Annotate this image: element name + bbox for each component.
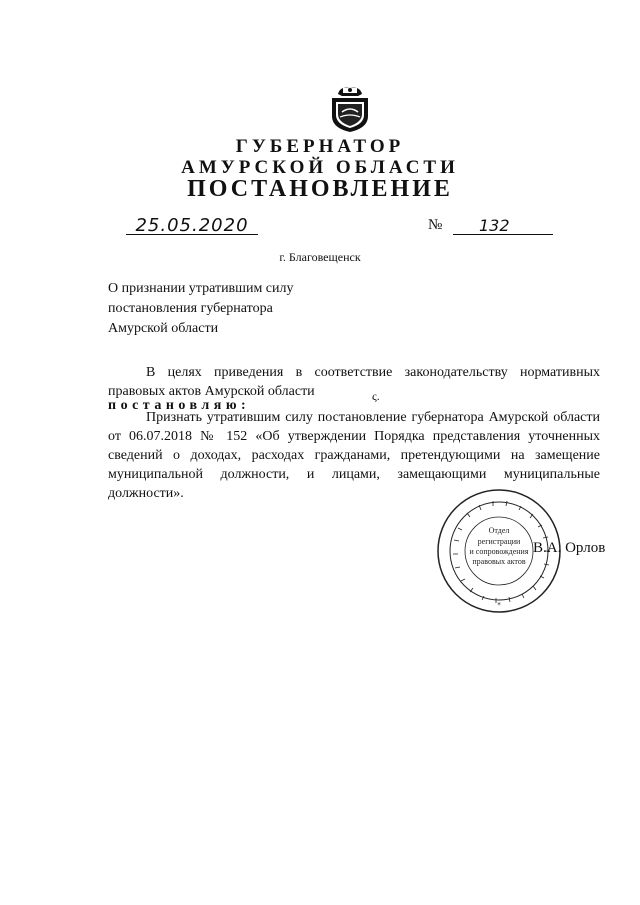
- decree-word: постановляю:: [108, 398, 251, 413]
- document-date: 25.05.2020: [126, 218, 258, 235]
- seal-text-line: регистрации: [477, 537, 521, 546]
- subject-line: О признании утратившим силу: [108, 281, 294, 296]
- decree-item-paragraph: Признать утратившим силу постановление губернатора Амурской области от 06.07.2018 № 152 «Об утверждении Порядка представления уточненных сведений о доходах, расходах гражданами, претендующими на замещение муниципальной должности, и лицами, замещающими муниципальные должности».: [108, 410, 600, 501]
- subject-line: Амурской области: [108, 321, 219, 336]
- document-number: 132: [453, 218, 553, 235]
- document-subject: [108, 279, 368, 339]
- region-title: АМУРСКОЙ ОБЛАСТИ: [181, 157, 459, 178]
- margin-mark: ς.: [372, 389, 380, 403]
- coat-of-arms-icon: [328, 84, 372, 134]
- seal-text-line: Отдел: [488, 526, 510, 535]
- preamble-paragraph: В целях приведения в соответствие законодательству нормативных правовых актов Амурской области: [108, 365, 600, 399]
- seal-text-line: и сопровождения: [469, 547, 529, 556]
- number-label: №: [428, 217, 443, 233]
- seal-text-line: правовых актов: [472, 557, 526, 566]
- subject-line: постановления губернатора: [108, 301, 273, 316]
- signer-name: В.А. Орлов: [533, 540, 606, 556]
- svg-text:*: *: [497, 601, 501, 609]
- document-type-title: ПОСТАНОВЛЕНИЕ: [187, 176, 453, 202]
- authority-title: ГУБЕРНАТОР: [235, 136, 405, 157]
- city: г. Благовещенск: [279, 250, 361, 264]
